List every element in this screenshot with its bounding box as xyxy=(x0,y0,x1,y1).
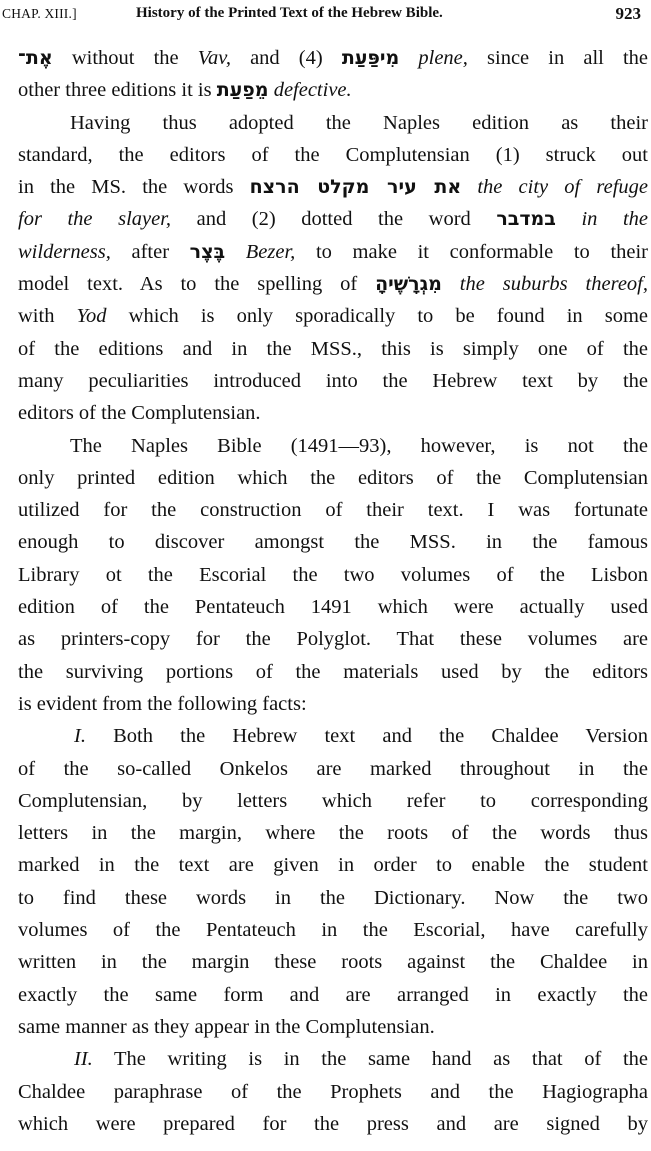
section-numeral: I. xyxy=(74,725,86,748)
text-line: utilized for the construction of their text. I was fortunate xyxy=(18,499,648,522)
text-line: to find these words in the Dictionary. Now the two xyxy=(18,886,648,909)
paragraph-first-line: II. The writing is in the same hand as that of the xyxy=(74,1048,648,1071)
page-number: 923 xyxy=(615,4,641,23)
paragraph-first-line: Having thus adopted the Naples edition as their xyxy=(70,111,648,134)
text-line: standard, the editors of the Complutensian (1) struck out xyxy=(18,143,648,166)
text-line: as printers-copy for the Polyglot. That these volumes are xyxy=(18,628,648,651)
running-title: History of the Printed Text of the Hebrew Bible. xyxy=(136,5,443,21)
text-line: same manner as they appear in the Complutensian. xyxy=(18,1015,435,1038)
text-line: Chaldee paraphrase of the Prophets and the Hagiographa xyxy=(18,1080,648,1103)
text-line: model text. As to the spelling of מִגְרָשֶׁיהָ the suburbs thereof, xyxy=(18,273,648,296)
text-line: edition of the Pentateuch 1491 which were actually used xyxy=(18,596,648,619)
text-line: which were prepared for the press and are signed by xyxy=(18,1112,648,1135)
text-line: in the MS. the words את עיר מקלט הרצח the city of refuge xyxy=(18,176,648,199)
text-line: for the slayer, and (2) dotted the word במדבר in the xyxy=(18,208,648,231)
text-line: editors of the Complutensian. xyxy=(18,402,261,425)
text-line: the surviving portions of the materials used by the editors xyxy=(18,660,648,683)
text-line: Library ot the Escorial the two volumes of the Lisbon xyxy=(18,563,648,586)
text-line: written in the margin these roots against the Chaldee in xyxy=(18,951,648,974)
text-line: only printed edition which the editors of the Complutensian xyxy=(18,466,648,489)
hebrew-word: במדבר xyxy=(496,208,556,231)
running-header xyxy=(0,0,651,30)
section-numeral: II. xyxy=(74,1048,93,1071)
text-line: of the editions and in the MSS., this is simply one of the xyxy=(18,337,648,360)
text-line: letters in the margin, where the roots of the words thus xyxy=(18,822,648,845)
text-line: exactly the same form and are arranged in exactly the xyxy=(18,983,648,1006)
text-line: of the so-called Onkelos are marked throughout in the xyxy=(18,757,648,780)
hebrew-word: מִיפַּעַת xyxy=(341,47,400,69)
paragraph-first-line: The Naples Bible (1491—93), however, is not the xyxy=(70,434,648,457)
hebrew-word: אֶת־ xyxy=(18,47,53,69)
text-line: Complutensian, by letters which refer to corresponding xyxy=(18,789,648,812)
text-line: with Yod which is only sporadically to be found in some xyxy=(18,305,648,328)
body-text xyxy=(18,42,648,1140)
hebrew-phrase: את עיר מקלט הרצח xyxy=(249,176,462,199)
text-line: אֶת־ without the Vav, and (4) מִיפַּעַת plene, since in all the xyxy=(18,47,648,69)
text-line: enough to discover amongst the MSS. in the famous xyxy=(18,531,648,554)
text-line: volumes of the Pentateuch in the Escorial, have carefully xyxy=(18,919,648,942)
text-line: is evident from the following facts: xyxy=(18,692,307,715)
text-line: wilderness, after בֶּצֶר Bezer, to make it conformable to their xyxy=(18,240,648,263)
chapter-label: CHAP. XIII.] xyxy=(2,6,77,21)
paragraph-first-line: I. Both the Hebrew text and the Chaldee Version xyxy=(74,725,648,748)
hebrew-word: מֵפַעַת xyxy=(216,79,269,102)
text-line: many peculiarities introduced into the Hebrew text by the xyxy=(18,369,648,392)
text-line: other three editions it is מֵפַעַת defective. xyxy=(18,79,352,102)
hebrew-word: בֶּצֶר xyxy=(189,240,226,263)
hebrew-word: מִגְרָשֶׁיהָ xyxy=(375,273,442,296)
text-line: marked in the text are given in order to enable the student xyxy=(18,854,648,877)
